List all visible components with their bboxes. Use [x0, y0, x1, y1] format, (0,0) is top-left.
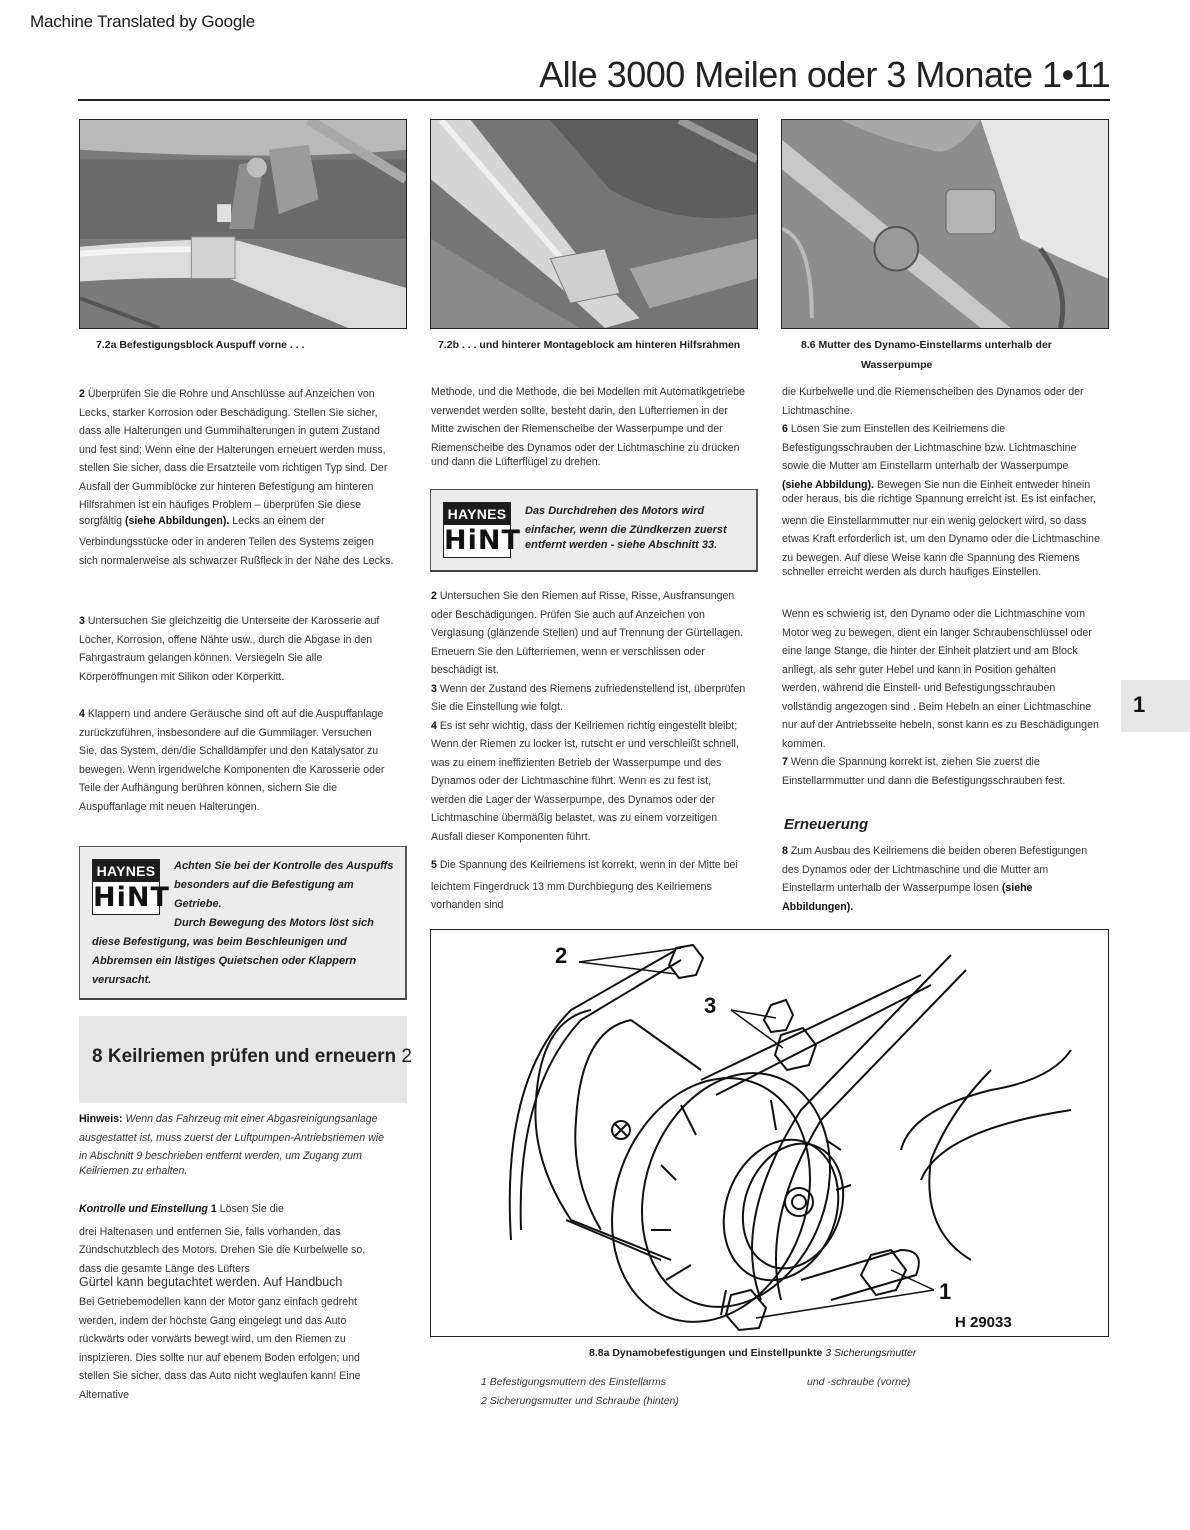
- photo-dynamo-adjusting-nut: [781, 119, 1109, 329]
- haynes-hint-logo: HAYNES HiNT: [443, 502, 511, 558]
- haynes-hint-box-exhaust: HAYNES HiNT Achten Sie bei der Kontrolle des Auspuffs besonders auf die Befestigung am Getriebe. Durch Bewegung des Motors löst sich diese Befestigung, was beim Beschleunigen und Abbremsen ein lästiges Quietschen oder Klappern verursacht.: [79, 846, 407, 1000]
- diagram-label-1: 1: [939, 1279, 952, 1304]
- chapter-tab-marker: 1: [1121, 680, 1190, 732]
- section-suffix: 2: [396, 1046, 412, 1067]
- photo-exhaust-front-mount: [79, 119, 407, 329]
- subhead-check-adjustment: Kontrolle und Einstellung: [79, 1203, 208, 1215]
- diagram-code: H 29033: [955, 1314, 1012, 1331]
- see-figures-ref: (siehe Abbildungen).: [124, 514, 230, 527]
- haynes-hint-logo: HAYNES HiNT: [92, 859, 160, 915]
- haynes-hint-box-cranking: HAYNES HiNT Das Durchdrehen des Motors wird einfacher, wenn die Zündkerzen zuerst entfernt werden - siehe Abschnitt 33.: [430, 489, 758, 572]
- section-8-heading: [79, 1016, 412, 1103]
- photo-rear-mount-subframe: [430, 119, 758, 329]
- diagram-label-2: 2: [555, 943, 568, 968]
- section-title: 8 Keilriemen prüfen und erneuern: [92, 1046, 397, 1067]
- col2-paragraph-5: 5 Die Spannung des Keilriemens ist korrekt, wenn in der Mitte bei leichtem Fingerdruck 13 mm Durchbiegung des Keilriemens vorhanden sind: [431, 859, 738, 911]
- photo-caption-7-2a: 7.2a Befestigungsblock Auspuff vorne . . .: [96, 339, 305, 351]
- dynamo-mounting-diagram: [430, 929, 1109, 1337]
- diagram-legend-3-cont: und -schraube (vorne): [807, 1376, 911, 1388]
- col3-lever-tip: Wenn es schwierig ist, den Dynamo oder die Lichtmaschine vom Motor weg zu bewegen, dient ein langer Schraubenschlüssel oder eine lange Stange, die hinter der Einheit platziert und am Block anliegt, als sehr guter Hebel und kann in Position gehalten werden, während die Einstell- und Befestigungsschrauben vollständig angezogen sind . Beim Hebeln an einer Lichtmaschine nur auf der Antriebsseite hebeln, sonst kann es zu Beschädigungen kommen. 7 Wenn die Spannung korrekt ist, ziehen Sie zuerst die Einstellarmmutter und dann die Befestigungsschrauben fest.: [782, 608, 1099, 787]
- photo-caption-7-2b: 7.2b . . . und hinterer Montageblock am hinteren Hilfsrahmen: [438, 339, 741, 351]
- diagram-legend-1: 1 Befestigungsmuttern des Einstellarms: [481, 1376, 667, 1388]
- col1-paragraph-2: 2 Überprüfen Sie die Rohre und Anschlüsse auf Anzeichen von Lecks, starker Korrosion oder Beschädigung. Stellen Sie sicher, dass alle Halterungen und Gummihalterungen in gutem Zustand und fest sind; Wenn eine der Halterungen erneuert werden muss, stellen Sie sicher, dass die Ersatzteile vom richtigen Typ sind. Der Ausfall der Gummiblöcke zur hinteren Befestigung am hinteren Hilfsrahmen ist ein häufiges Problem – überprüfen Sie diese sorgfältig (siehe Abbildungen). Lecks an einem der Verbindungsstücke oder in anderen Teilen des Systems zeigen sich normalerweise als schwarzer Rußfleck in der Nähe des Lecks.: [79, 388, 394, 567]
- col1-paragraph-4: 4 Klappern und andere Geräusche sind oft auf die Auspuffanlage zurückzuführen, insbesondere auf die Gummilager. Versuchen Sie, das System, den/die Schalldämpfer und den Katalysator zu bewegen. Wenn irgendwelche Komponenten die Karosserie oder Teile der Aufhängung berühren können, sichern Sie die Auspuffanlage mit neuen Halterungen.: [79, 708, 385, 813]
- diagram-label-3: 3: [704, 993, 717, 1018]
- photo-caption-8-6-line2: Wasserpumpe: [861, 359, 933, 371]
- machine-translation-banner: Machine Translated by Google: [30, 12, 255, 31]
- col2-paragraphs-2-4: 2 Untersuchen Sie den Riemen auf Risse, Risse, Ausfransungen oder Beschädigungen. Prüfen Sie auch auf Anzeichen von Verglasung (glänzende Stellen) und auf Trennung der Gürtellagen. Erneuern Sie den Lüfterriemen, wenn er verschlissen oder beschädigt ist. 3 Wenn der Zustand des Riemens zufriedenstellend ist, überprüfen Sie die Einstellung wie folgt. 4 Es ist sehr wichtig, dass der Keilriemen richtig eingestellt bleibt; Wenn der Riemen zu locker ist, rutscht er und verschleißt schnell, was zu einem ineffizienten Betrieb der Wasserpumpe und des Dynamos oder der Lichtmaschine führt. Wenn es zu fest ist, werden die Lager der Wasserpumpe, des Dynamos oder der Lichtmaschine übermäßig belastet, was zu einem vorzeitigen Ausfall dieser Komponenten führt.: [431, 590, 746, 843]
- see-figure-ref: (siehe Abbildung).: [782, 478, 875, 491]
- dynamo-line-drawing: [431, 930, 1110, 1338]
- col3-paragraph-6: die Kurbelwelle und die Riemenscheiben des Dynamos oder der Lichtmaschine. 6 Lösen Sie zum Einstellen des Keilriemens die Befestigungsschrauben der Lichtmaschine bzw. Lichtmaschine sowie die Mutter am Einstellarm unterhalb der Wasserpumpe (siehe Abbildung). Bewegen Sie nun die Einheit entweder hinein oder heraus, bis die richtige Spannung erreicht ist. Es ist einfacher, wenn die Einstellarmmutter nur ein wenig gelockert wird, so dass etwas Kraft erforderlich ist, um den Dynamo oder die Lichtmaschine zu bewegen. Auf diese Weise kann die Spannung des Riemens schneller erreicht werden als durch häufiges Einstellen.: [782, 386, 1100, 578]
- title-rule: [78, 99, 1110, 101]
- col2-intro: Methode, und die Methode, die bei Modellen mit Automatikgetriebe verwendet werden sollte, besteht darin, den Lüfterriemen in der Mitte zwischen der Riemenscheibe der Wasserpumpe und der Riemenscheibe des Dynamos oder der Lichtmaschine zu drücken und dann die Lüfterflügel zu drehen.: [431, 386, 745, 468]
- subhead-renewal: Erneuerung: [784, 816, 869, 833]
- col1-check-adjustment: Kontrolle und Einstellung 1 Lösen Sie die drei Haltenasen und entfernen Sie, falls vorhanden, das Zündschutzblech des Motors. Drehen Sie die Kurbelwelle so, dass die gesamte Länge des Lüfters Gürtel kann begutachtet werden. Auf Handbuch Bei Getriebemodellen kann der Motor ganz einfach gedreht werden, indem der höchste Gang eingelegt und das Auto rückwärts oder vorwärts bewegt wird, um den Riemen zu inspizieren. Dies sollte nur auf ebenem Boden erfolgen; und stellen Sie sicher, dass das Auto nicht weglaufen kann! Eine Alternative: [79, 1203, 366, 1401]
- col3-paragraph-8: 8 Zum Ausbau des Keilriemens die beiden oberen Befestigungen des Dynamos oder der Lichtmaschine und die Mutter am Einstellarm unterhalb der Wasserpumpe lösen (siehe Abbildungen).: [782, 845, 1088, 913]
- photo-caption-8-6-line1: 8.6 Mutter des Dynamo-Einstellarms unterhalb der: [801, 339, 1052, 351]
- diagram-caption: 8.8a Dynamobefestigungen und Einstellpunkte 3 Sicherungsmutter: [589, 1347, 917, 1359]
- col1-paragraph-3: 3 Untersuchen Sie gleichzeitig die Unterseite der Karosserie auf Löcher, Korrosion, offene Nähte usw., durch die Abgase in den Fahrgastraum gelangen können. Versiegeln Sie alle Körperöffnungen mit Silikon oder Körperkitt.: [79, 615, 380, 683]
- section-8-note: Hinweis: Wenn das Fahrzeug mit einer Abgasreinigungsanlage ausgestattet ist, muss zuerst der Luftpumpen-Antriebsriemen wie in Abschnitt 9 beschrieben entfernt werden, um Zugang zum Keilriemen zu erhalten.: [79, 1113, 385, 1177]
- page-title: Alle 3000 Meilen oder 3 Monate 1•11: [539, 54, 1110, 95]
- diagram-legend-2: 2 Sicherungsmutter und Schraube (hinten): [481, 1395, 679, 1407]
